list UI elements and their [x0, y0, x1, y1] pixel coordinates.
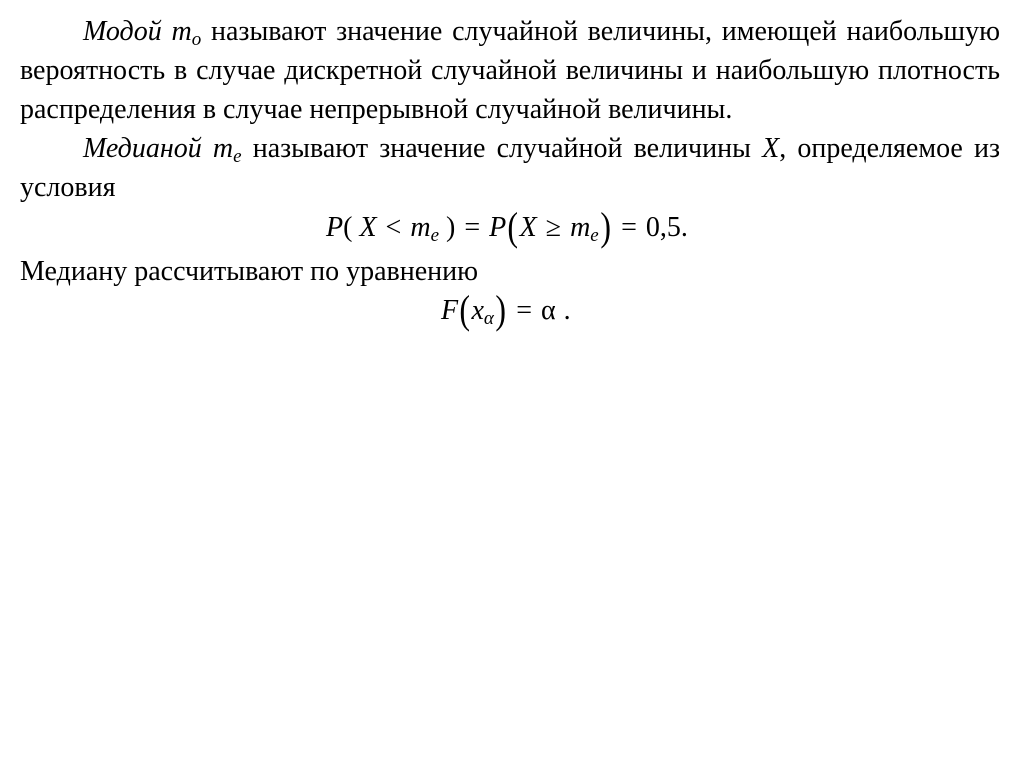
- median-definition-text: называют значение случайной величины: [252, 133, 751, 164]
- random-variable-symbol: X: [762, 133, 780, 164]
- median-equation-formula: $F(x_\alpha) = \alpha$ .: [441, 287, 571, 332]
- document-page: [20, 12, 1000, 331]
- mode-symbol: $m_o$: [171, 16, 202, 50]
- mode-definition: [20, 12, 1000, 129]
- median-definition-text-end: , определяемое из условия: [20, 133, 1001, 203]
- mode-term: Модой: [83, 16, 162, 47]
- mode-definition-text: называют значение случайной величины, имеющей наибольшую вероятность в случае дискретной случайной величины и наибольшую плотность распределения в случае непрерывной случайной величины.: [20, 16, 1000, 125]
- median-definition: [20, 129, 1000, 207]
- median-condition-formula: P( $X < m_e$ ) = $P(X \ge m_e) = 0,5$.: [326, 204, 688, 249]
- median-term: Медианой: [83, 133, 202, 164]
- median-equation-intro: Медиану рассчитывают по уравнению: [20, 256, 479, 287]
- median-symbol: $m_e$: [212, 133, 242, 167]
